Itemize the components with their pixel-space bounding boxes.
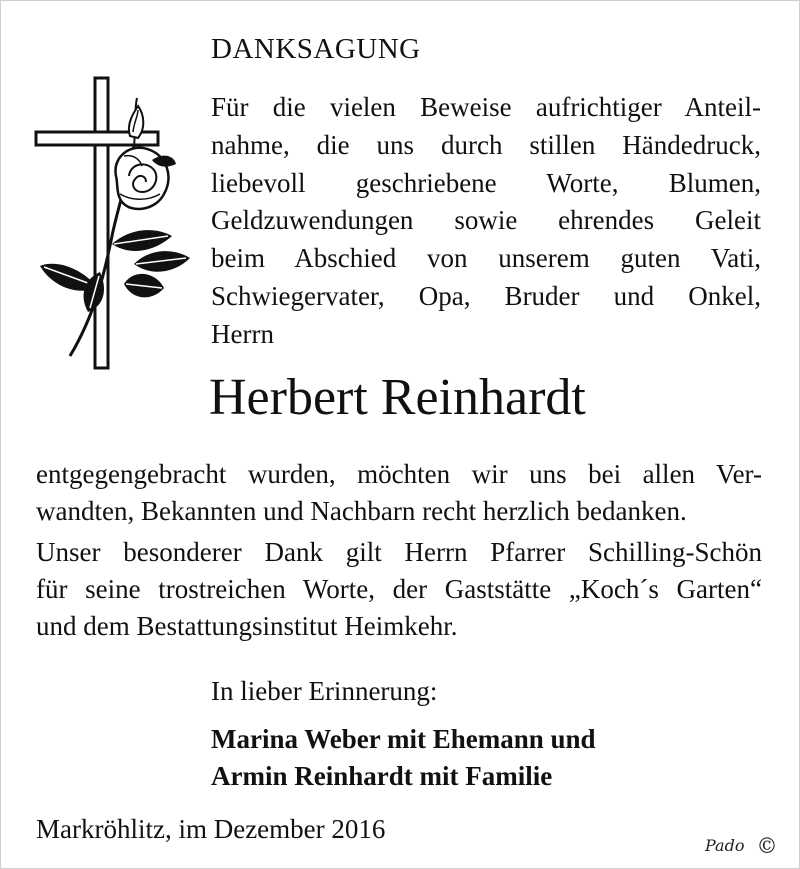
publisher-logo [705,834,777,858]
intro-line: liebevoll geschriebene Worte, Blumen, [211,167,761,198]
family-signature [211,721,596,795]
copyright-icon: © [756,834,778,858]
logo-text: Pado [705,836,745,855]
family-line: Marina Weber mit Ehemann und [211,724,596,754]
cross-with-rose-icon [34,76,194,372]
intro-line: nahme, die uns durch stillen Händedruck, [211,129,761,160]
special-thanks-paragraph [36,534,762,645]
intro-text [211,89,761,354]
special-thanks-line: für seine trostreichen Worte, der Gaststätte „Koch´s Garten“ [36,574,762,604]
intro-line: Für die vielen Beweise aufrichtiger Anteil- [211,92,761,122]
special-thanks-line: und dem Bestattungsinstitut Heimkehr. [36,611,458,641]
special-thanks-line: Unser besonderer Dank gilt Herrn Pfarrer Schilling-Schön [36,537,762,567]
intro-line: beim Abschied von unserem guten Vati, [211,243,761,274]
thanks-paragraph [36,456,762,530]
intro-line: Geldzuwendungen sowie ehrendes Geleit [211,205,761,236]
intro-line: Herrn [211,318,274,349]
intro-line: Schwiegervater, Opa, Bruder und Onkel, [211,280,761,311]
deceased-name: Herbert Reinhardt [209,369,586,426]
greeting-text: In lieber Erinnerung: [211,676,438,706]
place-date: Markröhlitz, im Dezember 2016 [36,814,386,844]
thanks-line: wandten, Bekannten und Nachbarn recht herzlich bedanken. [36,496,687,526]
thanks-line: entgegengebracht wurden, möchten wir uns bei allen Ver- [36,459,762,489]
heading-title: DANKSAGUNG [211,33,421,65]
family-line: Armin Reinhardt mit Familie [211,761,553,791]
